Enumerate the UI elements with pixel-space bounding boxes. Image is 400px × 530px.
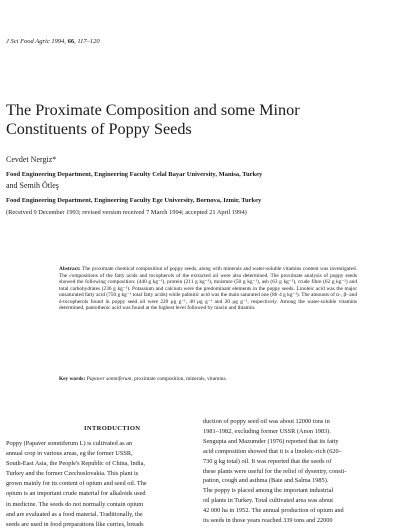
text-line: seeds are used in food preparations like curries, breads [6,520,144,528]
section-heading-introduction: INTRODUCTION [84,425,141,432]
keywords-rest: , proximate composition, minerals, vitamins. [131,376,227,382]
keyword-species: Papaver somniferum [86,376,132,382]
text-line: its seeds in those years reached 339 tons and 22000 [203,517,333,525]
keywords-label: Key words: [59,376,86,382]
title-line: Constituents of Poppy Seeds [6,120,192,138]
keywords-block [59,376,357,382]
abstract-block [59,266,357,312]
text-line: Poppy (Papaver somniferum L) is cultivated as an [6,440,133,447]
intro-column-right [203,417,400,526]
text-line: opium is an important crude material for alkaloids used [6,490,146,498]
text-line: in medicine. The seeds do not normally contain opium [6,500,144,508]
text-line: and are evaluated as a food material. Traditionally, the [6,510,143,518]
author-name: Cevdet Nergiz* [6,155,57,164]
journal-volume: 66 [67,38,75,45]
author-affiliation: Food Engineering Department, Engineering Faculty Ege University, Bornova, Izmir, Turkey [6,197,262,204]
text-line: annual crop in various areas, eg the former USSR, [6,450,133,458]
abstract-label: Abstract: [59,266,81,272]
author-name: and Semih Ötleş [6,181,59,190]
text-line: grown mainly for its content of opium and seed oil. The [6,480,147,488]
text-line: these plants were useful for the relief of dysentry, consti- [203,467,347,475]
journal-pages: , 117–120 [74,38,100,45]
text-line: duction of poppy seed oil was about 12000 tons in [203,418,330,425]
text-line: 730 g kg total) oil. It was reported that the seeds of [203,457,332,465]
text-line: 42 000 ha in 1952. The annual production of opium and [203,507,344,515]
abstract-text: The proximate chemical composition of poppy seeds, along with minerals and water-soluble vitamins content was investigated. The compositions of the fatty acids and tocopherols of the extracted oil were also determined. The proximate analysis of poppy seeds showed the following composition: (440 g kg⁻¹), protein (211 g kg⁻¹), moisture (50 g kg⁻¹), ash (63 g kg⁻¹), crude fibre (62 g kg⁻¹) and total carbohydrates (236 g kg⁻¹). Potassium and calcium were the predominant elements in the poppy seeds. Linoleic acid was the major unsaturated fatty acid (750 g kg⁻¹ total fatty acids) while palmitic acid was the main saturated one (86·4 g kg⁻¹). The amounts of α-, β- and δ-tocopherols found in poppy seed oil were 220 μg g⁻¹, 40 μg g⁻¹ and 20 μg g⁻¹, respectively. Among the water-soluble vitamins determined, pantothenic acid was found at the highest level followed by niacin and thiamin. [59,266,357,312]
text-line: oil plants in Turkey. Total cultivated area was about [203,497,334,505]
text-line: Turkey and the former Czechoslovakia. This plant is [6,470,139,478]
received-dates: (Received 9 December 1993; revised version received 7 March 1994; accepted 21 April 1994) [6,209,247,216]
author-affiliation: Food Engineering Department, Engineering Faculty Celal Bayar University, Manisa, Turkey [6,171,263,178]
paper-title [6,101,396,139]
text-line: South-East Asia, the People's Republic of China, India, [6,460,145,468]
text-line: The poppy is placed among the important industrial [203,487,334,495]
title-line: The Proximate Composition and some Minor [6,101,300,119]
text-line: Sengupta and Mazumder (1976) reported that its fatty [203,437,339,445]
journal-citation [6,38,100,45]
text-line: 1981–1982, excluding former USSR (Anon 1983). [203,427,331,435]
text-line: pation, cough and asthma (Baie and Salma 1985). [203,477,329,485]
journal-year: 1994, [49,38,68,45]
text-line: acid composition showed that it is a linoleic-rich (620– [203,447,342,455]
intro-column-left [6,439,194,530]
journal-name: J Sci Food Agric [6,38,50,45]
